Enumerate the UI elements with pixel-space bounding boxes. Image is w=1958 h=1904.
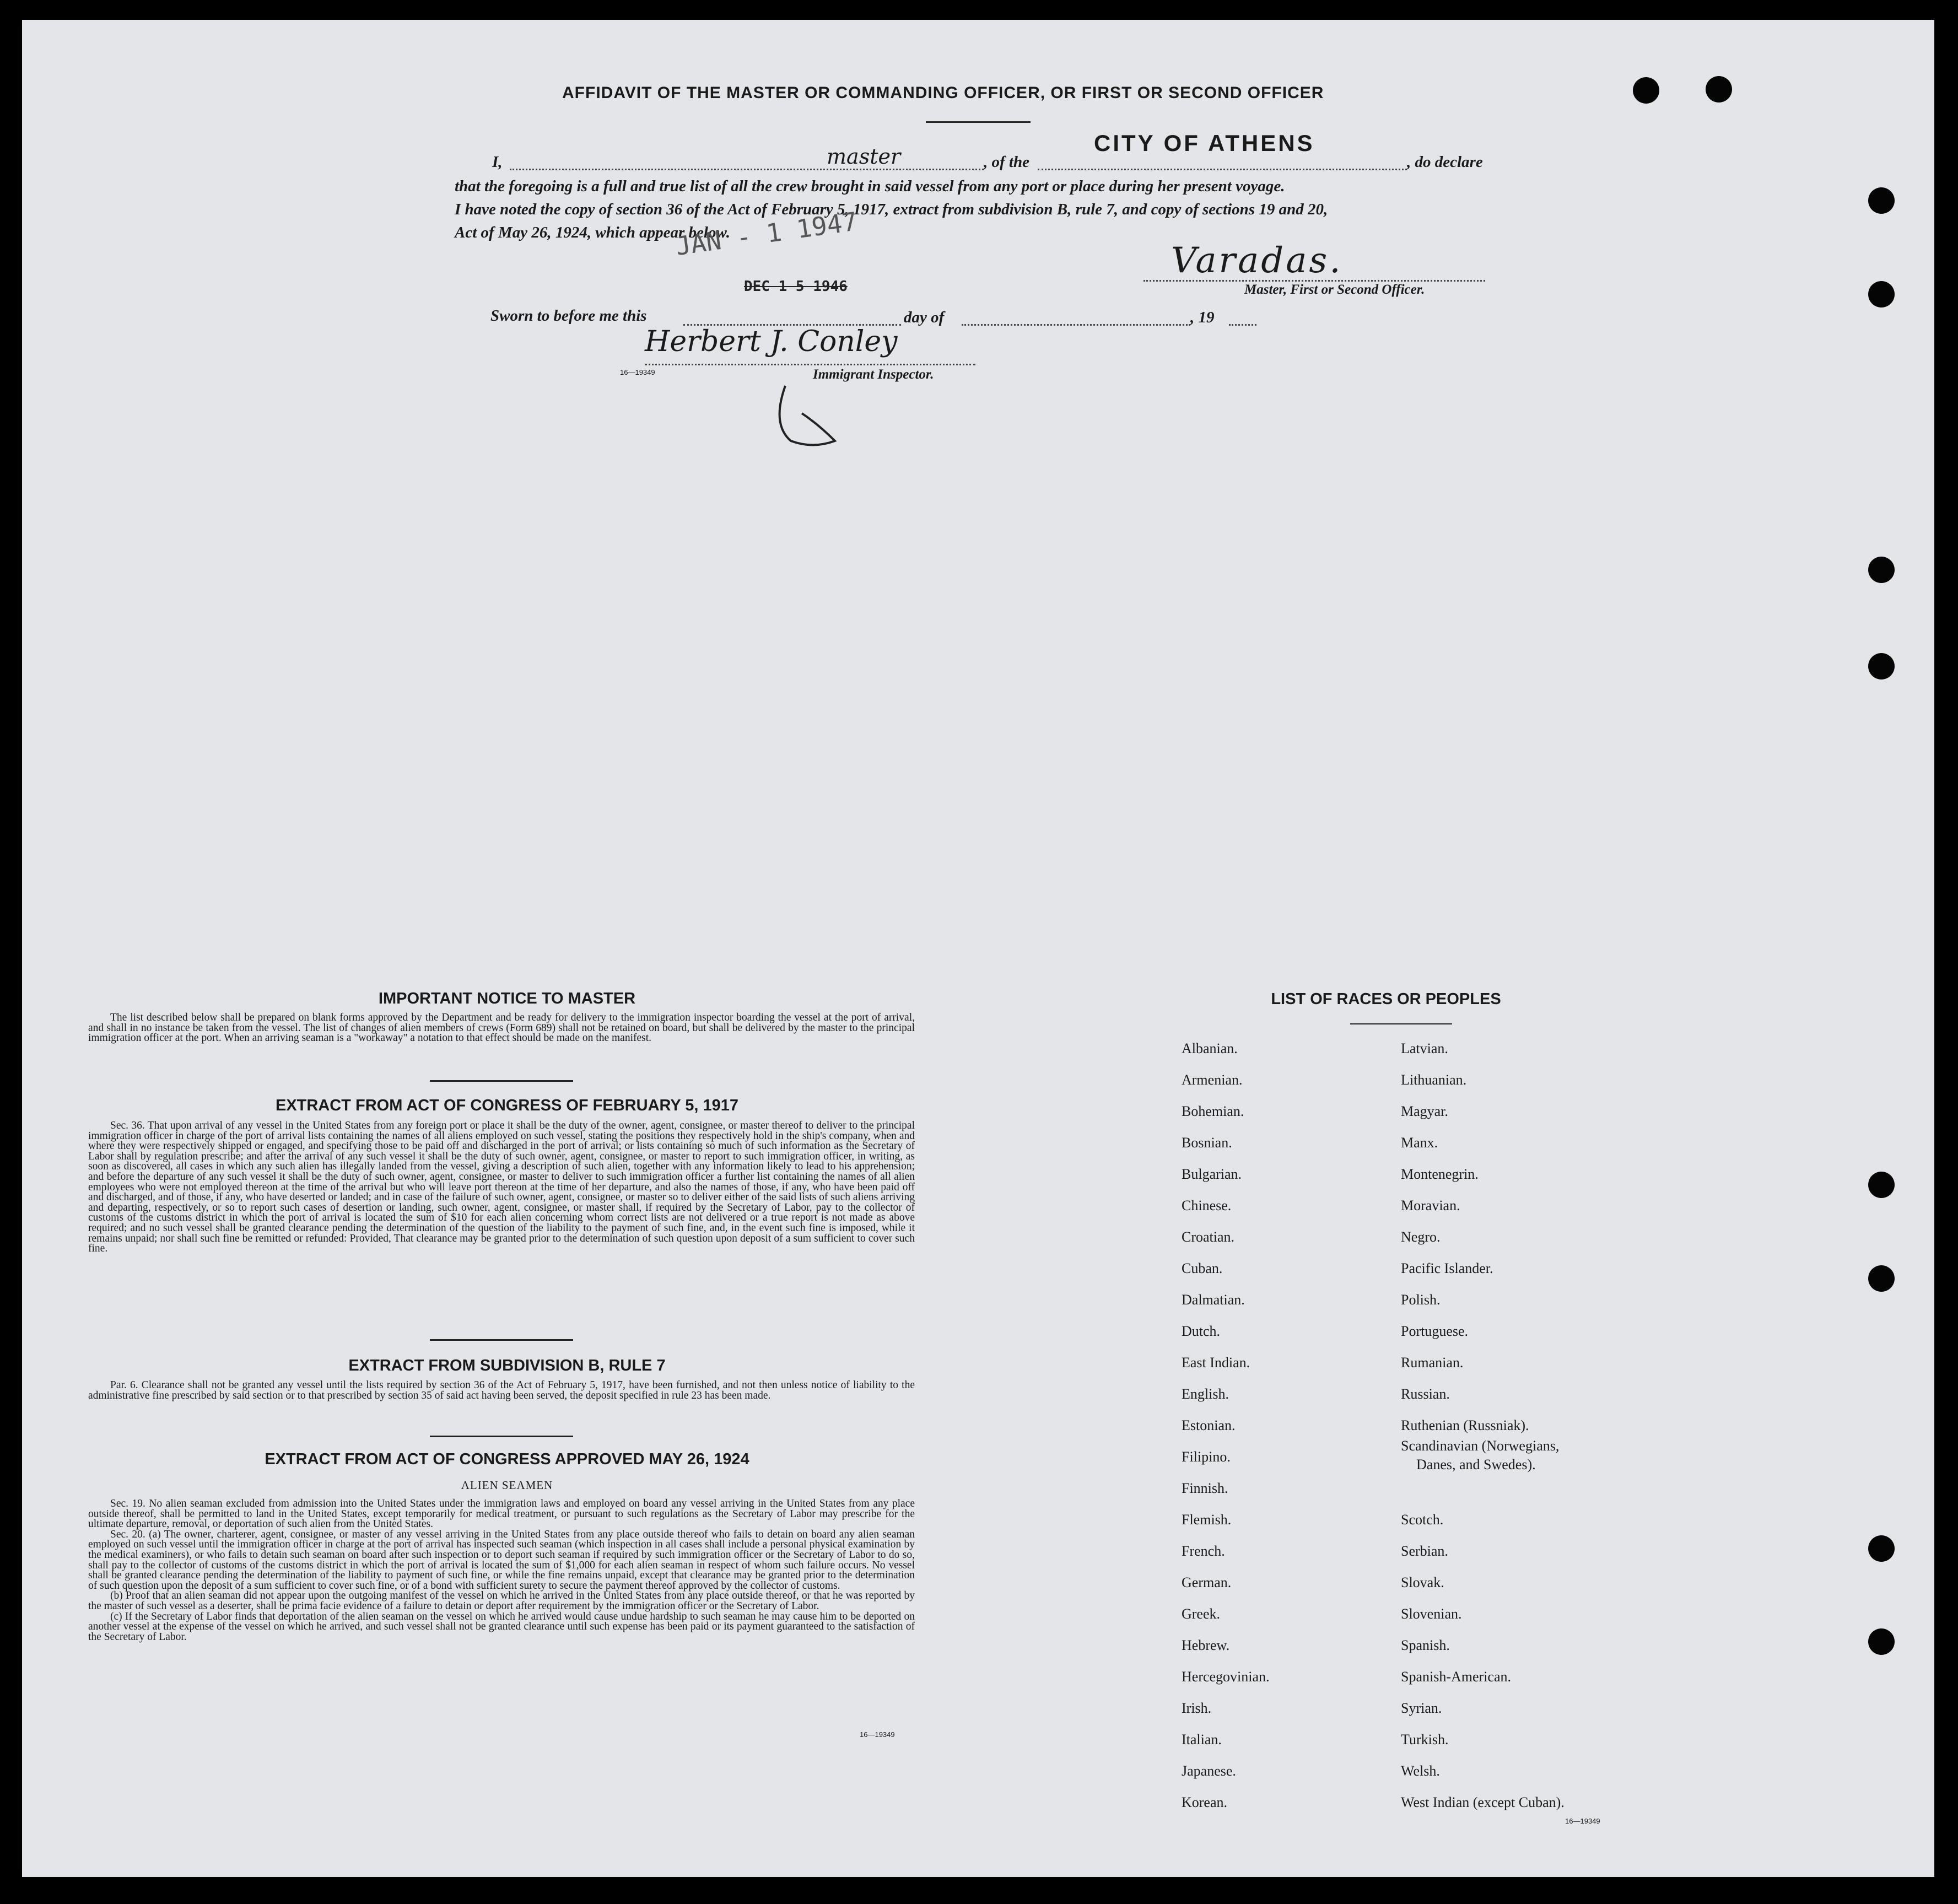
- day-of-label: day of: [904, 309, 945, 326]
- year-line: [1229, 324, 1256, 326]
- race-item: Spanish.: [1401, 1637, 1450, 1653]
- race-item: Chinese.: [1182, 1198, 1232, 1213]
- par-6-paragraph: Par. 6. Clearance shall not be granted any vessel until the lists required by section 36 of the Act of February 5, 1917, have been furnished, and not then unless notice of liability to the administrative fine prescribed by said section or to that prescribed by section 35 of said act having been served, the deposit specified in rule 23 has been made.: [88, 1379, 915, 1401]
- sec-20c-paragraph: (c) If the Secretary of Labor finds that deportation of the alien seaman on the vessel on which he arrived would cause undue hardship to such seaman he may cause him to be deported on another vessel at the expense of the vessel on which he arrived, and such vessel shall not be granted clearance until such expense has been paid or its payment guaranteed to the satisfaction of the Secretary of Labor.: [88, 1610, 915, 1643]
- race-item: Dalmatian.: [1182, 1292, 1245, 1308]
- punch-hole: [1868, 1172, 1895, 1198]
- sec-20b-paragraph: (b) Proof that an alien seaman did not appear upon the outgoing manifest of the vessel on which he arrived in the United States from any place outside thereof, or that he was reported by the master of such vessel as a deserter, shall be prima facie evidence of a failure to detain or deport after requirement by the immigration officer or the Secretary of Labor.: [88, 1590, 915, 1612]
- race-item: Russian.: [1401, 1386, 1450, 1402]
- affidavit-i-label: I,: [492, 153, 503, 171]
- divider: [430, 1436, 573, 1437]
- race-item: Irish.: [1182, 1700, 1212, 1716]
- punch-hole: [1633, 77, 1659, 104]
- race-item: Lithuanian.: [1401, 1072, 1467, 1088]
- handwritten-rank: master: [827, 144, 901, 169]
- race-item: East Indian.: [1182, 1355, 1250, 1371]
- affidavit-of-label: , of the: [984, 153, 1029, 171]
- divider: [1350, 1023, 1452, 1024]
- punch-hole: [1706, 76, 1732, 103]
- master-signature-line: [1143, 280, 1485, 282]
- extract-1917-text: [88, 1121, 915, 1254]
- race-item: French.: [1182, 1543, 1225, 1559]
- race-item: Scandinavian (Norwegians,: [1401, 1438, 1560, 1454]
- punch-hole: [1868, 281, 1895, 308]
- race-item: Negro.: [1401, 1229, 1441, 1245]
- races-title: LIST OF RACES OR PEOPLES: [1271, 990, 1501, 1008]
- notice-paragraph: The list described below shall be prepared on blank forms approved by the Department and be ready for delivery to the immigration inspector boarding the vessel at the port of arrival, and shall in no instance be taken from the vessel. The list of changes of alien members of crews (Form 689) shall not be retained on board, but shall be delivered by the master to the principal immigration officer at the port. When an arriving seaman is a "workaway" a notation to that effect should be made on the manifest.: [88, 1012, 915, 1044]
- race-item: Rumanian.: [1401, 1355, 1464, 1371]
- race-item: Albanian.: [1182, 1040, 1238, 1056]
- sworn-label: Sworn to before me this: [490, 307, 647, 325]
- race-item: Scotch.: [1401, 1512, 1444, 1528]
- punch-hole: [1868, 1535, 1895, 1562]
- race-item: Polish.: [1401, 1292, 1441, 1308]
- form-number: 16—19349: [620, 368, 655, 376]
- race-item: Syrian.: [1401, 1700, 1442, 1716]
- rule-7-text: [88, 1380, 915, 1401]
- race-item: Pacific Islander.: [1401, 1260, 1493, 1276]
- punch-hole: [1868, 1628, 1895, 1655]
- race-item: Ruthenian (Russniak).: [1401, 1417, 1529, 1433]
- signature-flourish: [769, 380, 846, 452]
- vessel-field-line: [1038, 169, 1407, 170]
- punch-hole: [1868, 557, 1895, 583]
- race-item: Italian.: [1182, 1732, 1222, 1747]
- race-item: Greek.: [1182, 1606, 1221, 1622]
- signature-flourish-stroke: [780, 386, 835, 445]
- race-item: Spanish-American.: [1401, 1669, 1512, 1685]
- race-item: Finnish.: [1182, 1480, 1228, 1496]
- affidavit-line-4: Act of May 26, 1924, which appear below.: [455, 224, 730, 241]
- sec-19-paragraph: Sec. 19. No alien seaman excluded from admission into the United States under the immigration laws and employed on board any vessel arriving in the United States from any place outside thereof, shall be permitted to land in the United States, except temporarily for medical treatment, or pursuant to such regulations as the Secretary of Labor may prescribe for the ultimate departure, removal, or deportation of such alien from the United States.: [88, 1498, 915, 1530]
- notice-title: IMPORTANT NOTICE TO MASTER: [378, 990, 636, 1007]
- race-item: German.: [1182, 1574, 1232, 1590]
- race-item: Bosnian.: [1182, 1135, 1232, 1151]
- race-item: Bulgarian.: [1182, 1166, 1242, 1182]
- inspector-signature: Herbert J. Conley: [645, 325, 898, 358]
- race-item: English.: [1182, 1386, 1229, 1402]
- race-item: Estonian.: [1182, 1417, 1236, 1433]
- master-caption: Master, First or Second Officer.: [1244, 282, 1425, 297]
- sec-20a-paragraph: Sec. 20. (a) The owner, charterer, agent, consignee, or master of any vessel arriving in the United States from any place outside thereof who fails to detain on board any alien seaman employed on such vessel until the immigration officer in charge at the port of arrival has inspected such seaman (which inspection in all cases shall include a personal physical examination by the medical examiners), or who fails to detain such seaman on board after such inspection or to deport such seaman if required by such immigration officer or the Secretary of Labor to do so, shall pay to the collector of customs of the customs district in which the port of arrival is located the sum of $1,000 for each alien seaman in respect of whom such failure occurs. No vessel shall be granted clearance pending the determination of the liability to payment of such fine, or while the fine remains unpaid, except that clearance may be granted prior to the determination of such question upon the deposit of a sum sufficient to cover such fine, or of a bond with sufficient surety to secure the payment thereof approved by the collector of customs.: [88, 1528, 915, 1592]
- date-stamp-dec: DEC 1 5 1946: [744, 278, 848, 295]
- race-item: Hercegovinian.: [1182, 1669, 1270, 1685]
- divider: [430, 1080, 573, 1082]
- race-item: Armenian.: [1182, 1072, 1243, 1088]
- race-item: Japanese.: [1182, 1763, 1236, 1779]
- race-item: Slovak.: [1401, 1574, 1444, 1590]
- race-item: Flemish.: [1182, 1512, 1232, 1528]
- master-signature: Varadas.: [1171, 240, 1343, 281]
- alien-seamen-subtitle: ALIEN SEAMEN: [461, 1479, 553, 1492]
- race-item: Serbian.: [1401, 1543, 1448, 1559]
- race-item: Croatian.: [1182, 1229, 1235, 1245]
- race-item: Filipino.: [1182, 1449, 1231, 1465]
- race-item: Turkish.: [1401, 1732, 1449, 1747]
- race-item: Welsh.: [1401, 1763, 1440, 1779]
- affidavit-line-3: I have noted the copy of section 36 of the Act of February 5, 1917, extract from subdivision B, rule 7, and copy of sections 19 and 20,: [455, 201, 1328, 218]
- year-prefix: , 19: [1190, 309, 1215, 326]
- divider: [430, 1339, 573, 1341]
- race-item-continuation: Danes, and Swedes).: [1416, 1457, 1536, 1473]
- notice-text: [88, 1013, 915, 1044]
- race-item: Dutch.: [1182, 1323, 1221, 1339]
- form-number: 16—19349: [1565, 1817, 1600, 1825]
- affidavit-declare-label: , do declare: [1407, 153, 1483, 171]
- race-item: Bohemian.: [1182, 1103, 1244, 1119]
- date-stamp-jan: JAN - 1 1947: [673, 206, 860, 261]
- affidavit-title: AFFIDAVIT OF THE MASTER OR COMMANDING OFFICER, OR FIRST OR SECOND OFFICER: [562, 84, 1324, 102]
- race-item: Slovenian.: [1401, 1606, 1462, 1622]
- punch-hole: [1868, 653, 1895, 679]
- punch-hole: [1868, 187, 1895, 214]
- race-item: Portuguese.: [1401, 1323, 1469, 1339]
- inspector-signature-line: [645, 364, 975, 365]
- sworn-month-line: [962, 324, 1190, 326]
- race-item: Korean.: [1182, 1794, 1228, 1810]
- race-item: West Indian (except Cuban).: [1401, 1794, 1565, 1810]
- race-item: Hebrew.: [1182, 1637, 1230, 1653]
- inspector-caption: Immigrant Inspector.: [813, 367, 934, 382]
- vessel-name: CITY OF ATHENS: [1094, 130, 1315, 156]
- extract-1917-title: EXTRACT FROM ACT OF CONGRESS OF FEBRUARY 5, 1917: [275, 1097, 739, 1114]
- punch-hole: [1868, 1265, 1895, 1292]
- extract-1924-text: [88, 1499, 915, 1642]
- divider: [926, 121, 1031, 123]
- rule-7-title: EXTRACT FROM SUBDIVISION B, RULE 7: [348, 1357, 666, 1374]
- form-number: 16—19349: [860, 1730, 895, 1739]
- race-item: Cuban.: [1182, 1260, 1223, 1276]
- race-item: Moravian.: [1401, 1198, 1460, 1213]
- race-item: Latvian.: [1401, 1040, 1448, 1056]
- extract-1924-title: EXTRACT FROM ACT OF CONGRESS APPROVED MAY 26, 1924: [265, 1450, 749, 1468]
- race-item: Manx.: [1401, 1135, 1438, 1151]
- rank-field-line: [510, 169, 984, 170]
- race-item: Magyar.: [1401, 1103, 1448, 1119]
- section-36-paragraph: Sec. 36. That upon arrival of any vessel in the United States from any foreign port or place it shall be the duty of the owner, agent, consignee, or master thereof to deliver to the principal immigration officer in charge of the port of arrival lists containing the names of all aliens employed on such vessel, stating the positions they respectively hold in the ship's company, when and where they were respectively shipped or engaged, and specifying those to be paid off and discharged in the port of arrival; or lists containing so much of such information as the Secretary of Labor shall by regulation prescribe; and after the arrival of any such vessel it shall be the duty of such owner, agent, consignee, or master to report to such immigration officer, in writing, as soon as discovered, all cases in which any such alien has illegally landed from the vessel, giving a description of such alien, together with any information likely to lead to his apprehension; and before the departure of any such vessel it shall be the duty of such owner, agent, consignee, or master to deliver to such immigration officer a further list containing the names of all alien employees who were not employed thereon at the time of the arrival but who will leave port thereon at the time of her departure, and also the names of those, if any, who have been paid off and discharged, and of those, if any, who have deserted or landed; and in case of the failure of such owner, agent, consignee, or master so to deliver either of the said lists of such aliens arriving and departing, respectively, or so to report such cases of desertion or landing, such owner, agent, consignee, or master shall, if required by the Secretary of Labor, pay to the collector of customs of the customs district in which the port of arrival is located the sum of $10 for each alien concerning whom correct lists are not delivered or a true report is not made as above required; and no such vessel shall be granted clearance pending the determination of the question of the liability to the payment of such fine, and, in the event such fine is imposed, while it remains unpaid; nor shall such fine be remitted or refunded: Provided, That clearance may be granted prior to the determination of such question upon deposit of a sum sufficient to cover such fine.: [88, 1120, 915, 1255]
- race-item: Montenegrin.: [1401, 1166, 1479, 1182]
- affidavit-line-2: that the foregoing is a full and true list of all the crew brought in said vessel from any port or place during her present voyage.: [455, 177, 1285, 195]
